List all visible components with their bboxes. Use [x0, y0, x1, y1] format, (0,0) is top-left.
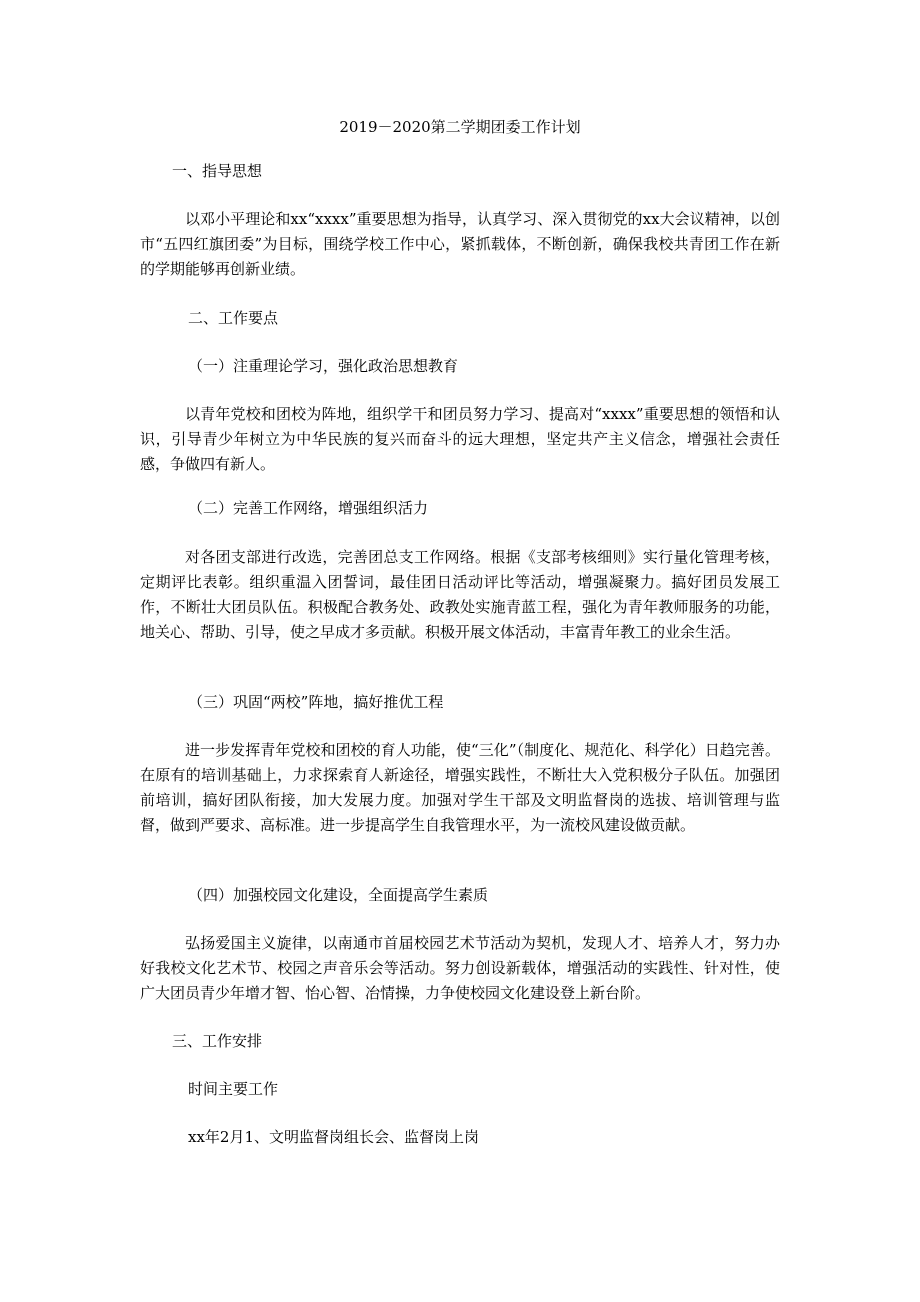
subsection2-heading: （二）完善工作网络，增强组织活力 [188, 499, 429, 517]
section2-heading: 二、工作要点 [188, 309, 279, 327]
subsection3-heading: （三）巩固“两校”阵地，搞好推优工程 [188, 693, 444, 711]
schedule-header: 时间主要工作 [188, 1080, 279, 1098]
subsection4-paragraph: 弘扬爱国主义旋律，以南通市首届校园艺术节活动为契机，发现人才、培养人才，努力办好我校文化艺术节、校园之声音乐会等活动。努力创设新载体，增强活动的实践性、针对性，使广大团员青少年增才智、怡心智、冶情操，力争使校园文化建设登上新台阶。 [140, 934, 780, 1002]
document-title: 2019－2020第二学期团委工作计划 [339, 118, 581, 136]
subsection1-heading: （一）注重理论学习，强化政治思想教育 [188, 357, 459, 375]
subsection3-paragraph: 进一步发挥青年党校和团校的育人功能，使“三化”（制度化、规范化、科学化）日趋完善。在原有的培训基础上，力求探索育人新途径，增强实践性，不断壮大入党积极分子队伍。加强团前培训，搞好团队衔接，加大发展力度。加强对学生干部及文明监督岗的选拔、培训管理与监督，做到严要求、高标准。进一步提高学生自我管理水平，为一流校风建设做贡献。 [140, 741, 780, 834]
section3-heading: 三、工作安排 [172, 1032, 263, 1050]
section1-heading: 一、指导思想 [172, 162, 263, 180]
section1-paragraph: 以邓小平理论和xx“xxxx”重要思想为指导，认真学习、深入贯彻党的xx大会议精神，以创市“五四红旗团委”为目标，围绕学校工作中心，紧抓载体，不断创新，确保我校共青团工作在新的学期能够再创新业绩。 [140, 210, 780, 278]
schedule-item: xx年2月1、文明监督岗组长会、监督岗上岗 [188, 1128, 480, 1146]
subsection4-heading: （四）加强校园文化建设，全面提高学生素质 [188, 886, 489, 904]
subsection2-paragraph: 对各团支部进行改选，完善团总支工作网络。根据《支部考核细则》实行量化管理考核，定期评比表彰。组织重温入团誓词，最佳团日活动评比等活动，增强凝聚力。搞好团员发展工作，不断壮大团员队伍。积极配合教务处、政教处实施青蓝工程，强化为青年教师服务的功能，地关心、帮助、引导，使之早成才多贡献。积极开展文体活动，丰富青年教工的业余生活。 [140, 548, 780, 641]
subsection1-paragraph: 以青年党校和团校为阵地，组织学干和团员努力学习、提高对“xxxx”重要思想的领悟和认识，引导青少年树立为中华民族的复兴而奋斗的远大理想，坚定共产主义信念，增强社会责任感，争做四有新人。 [140, 405, 780, 473]
